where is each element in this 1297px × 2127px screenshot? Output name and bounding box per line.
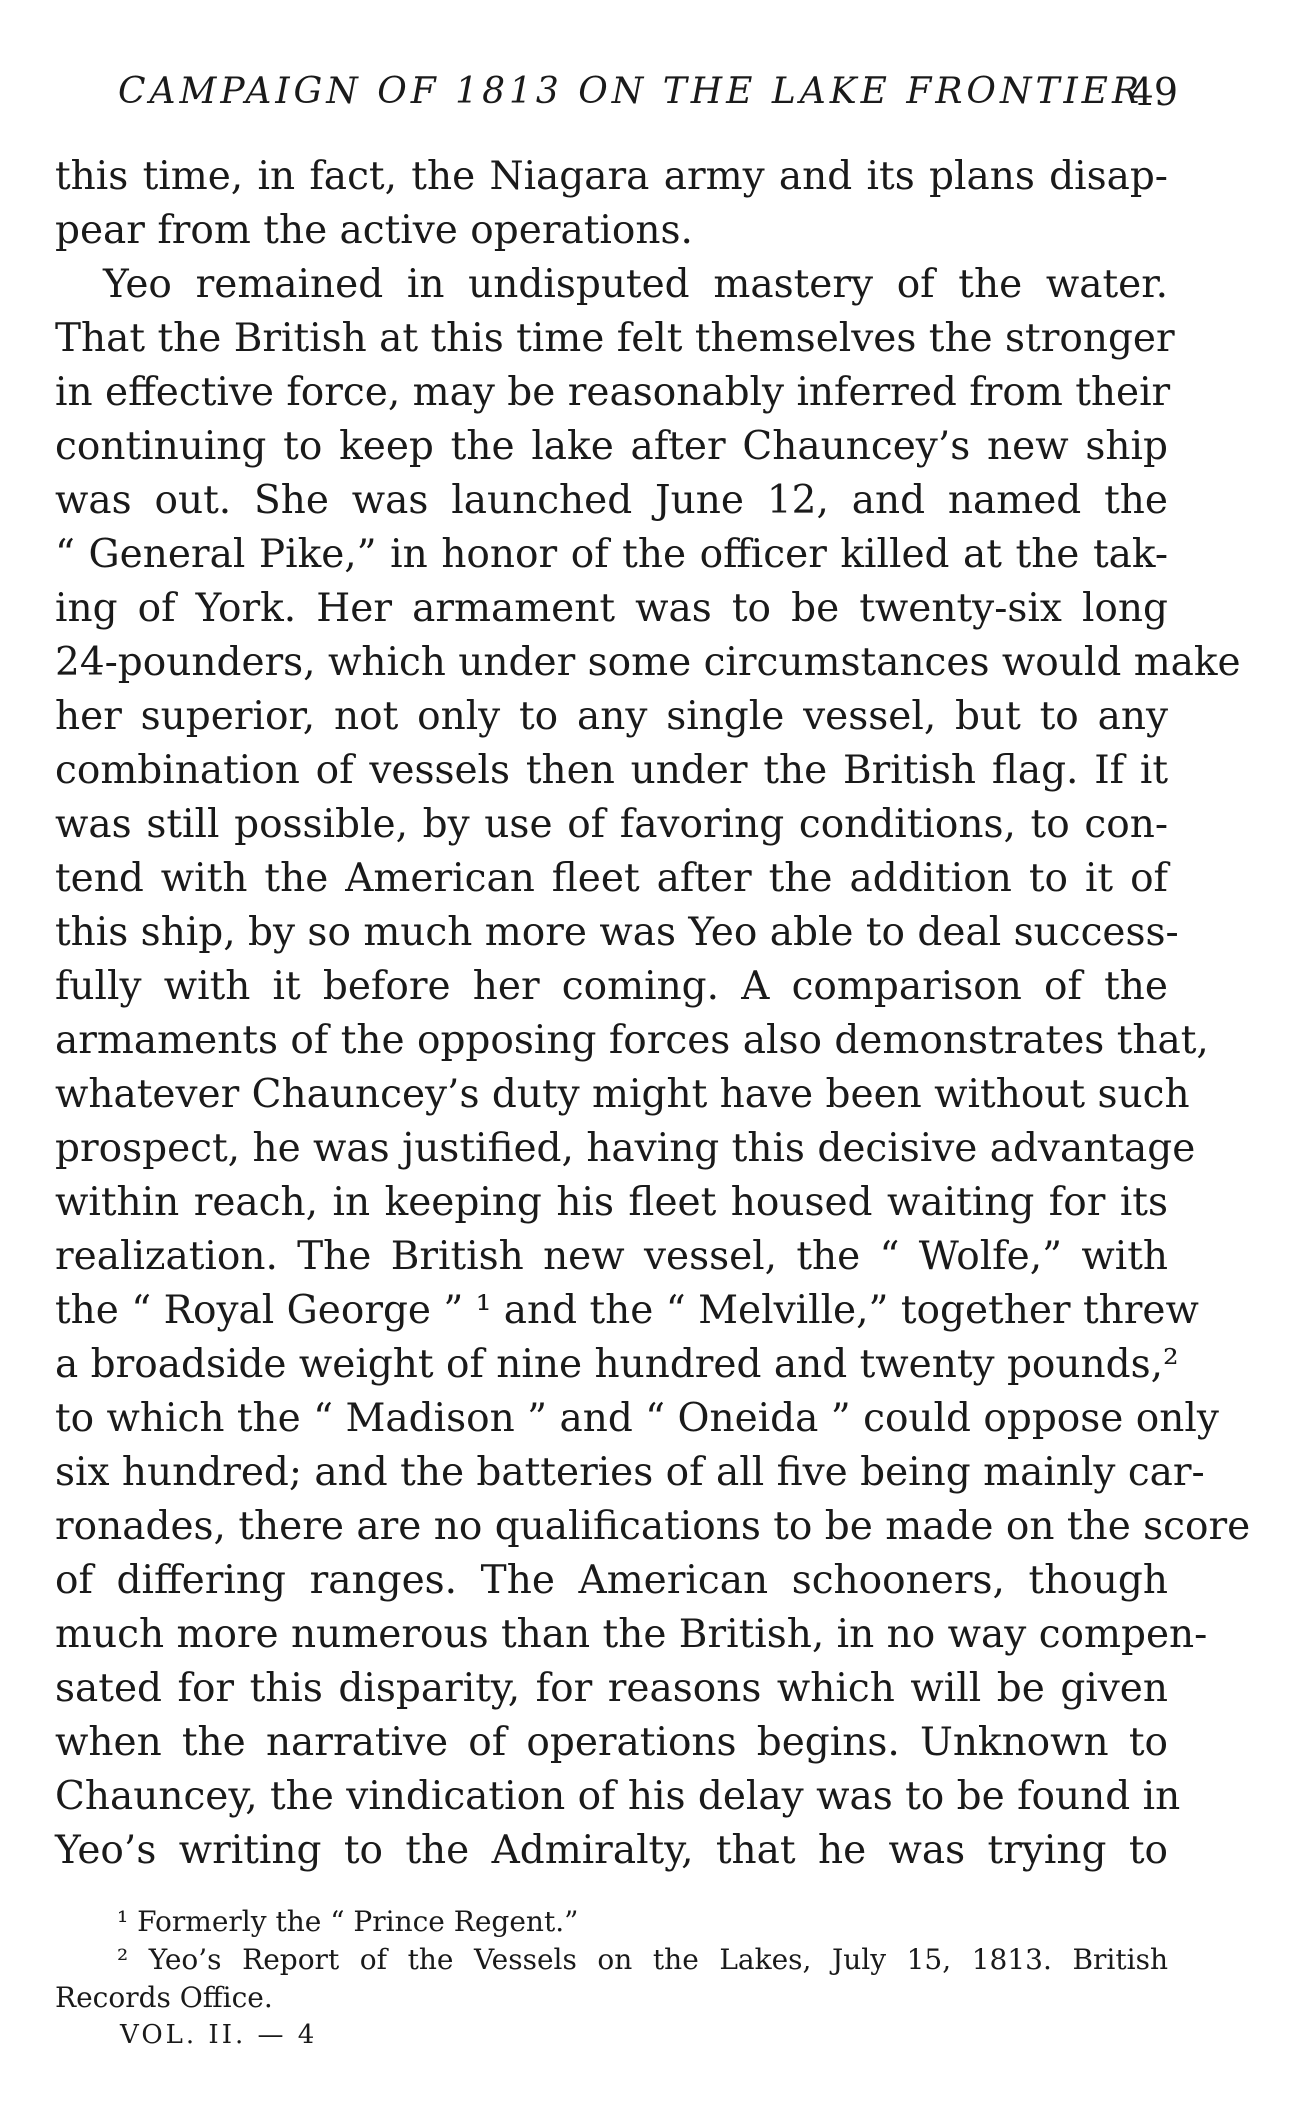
text-line: Yeo’s writing to the Admiralty, that he was trying to	[55, 1828, 1168, 1873]
text-line: fully with it before her coming. A comparison of the	[55, 964, 1168, 1009]
page-number: 49	[1129, 70, 1178, 114]
running-title: CAMPAIGN OF 1813 ON THE LAKE FRONTIER	[118, 71, 1144, 112]
text-line: sated for this disparity, for reasons which will be given	[55, 1666, 1168, 1711]
footnotes	[55, 1903, 1168, 2017]
text-line: was out. She was launched June 12, and named the	[55, 478, 1168, 523]
text-line: this ship, by so much more was Yeo able to deal success-	[55, 910, 1179, 955]
text-line: her superior, not only to any single vessel, but to any	[55, 694, 1168, 739]
text-line: within reach, in keeping his fleet housed waiting for its	[55, 1180, 1168, 1225]
text-line: this time, in fact, the Niagara army and its plans disap-	[55, 154, 1168, 199]
text-line: 24-pounders, which under some circumstances would make	[55, 640, 1241, 685]
text-line: of differing ranges. The American schooners, though	[55, 1558, 1168, 1603]
running-head	[118, 62, 1178, 122]
text-line: pear from the active operations.	[55, 208, 693, 253]
text-line: That the British at this time felt themselves the stronger	[55, 316, 1175, 361]
text-line: whatever Chauncey’s duty might have been without such	[55, 1072, 1190, 1117]
footnote-1: ¹ Formerly the “ Prince Regent.”	[117, 1905, 579, 1938]
footnote-2-continued: Records Office.	[55, 1981, 273, 2014]
text-line: a broadside weight of nine hundred and twenty pounds,²	[55, 1342, 1179, 1387]
text-line: combination of vessels then under the British flag. If it	[55, 748, 1168, 793]
text-line: prospect, he was justified, having this decisive advantage	[55, 1126, 1196, 1171]
text-line: the “ Royal George ” ¹ and the “ Melville,” together threw	[55, 1288, 1199, 1333]
footnote-2: ² Yeo’s Report of the Vessels on the Lakes, July 15, 1813. British	[117, 1943, 1168, 1976]
text-line: six hundred; and the batteries of all five being mainly car-	[55, 1450, 1205, 1495]
text-line: continuing to keep the lake after Chauncey’s new ship	[55, 424, 1168, 469]
text-line: Chauncey, the vindication of his delay was to be found in	[55, 1774, 1181, 1819]
body-text	[55, 150, 1251, 1878]
text-line: in effective force, may be reasonably inferred from their	[55, 370, 1171, 415]
text-line: much more numerous than the British, in no way compen-	[55, 1612, 1208, 1657]
text-line: ronades, there are no qualifications to be made on the score	[55, 1504, 1251, 1549]
text-line: to which the “ Madison ” and “ Oneida ” could oppose only	[55, 1396, 1219, 1441]
text-line: Yeo remained in undisputed mastery of the water.	[103, 262, 1168, 307]
text-line: tend with the American fleet after the addition to it of	[55, 856, 1168, 901]
text-line: ing of York. Her armament was to be twenty-six long	[55, 586, 1168, 631]
text-line: was still possible, by use of favoring conditions, to con-	[55, 802, 1168, 847]
text-line: armaments of the opposing forces also demonstrates that,	[55, 1018, 1209, 1063]
text-line: “ General Pike,” in honor of the officer killed at the tak-	[55, 532, 1168, 577]
text-line: when the narrative of operations begins. Unknown to	[55, 1720, 1168, 1765]
printer-signature: VOL. II. — 4	[120, 2020, 318, 2050]
text-line: realization. The British new vessel, the “ Wolfe,” with	[55, 1234, 1168, 1279]
